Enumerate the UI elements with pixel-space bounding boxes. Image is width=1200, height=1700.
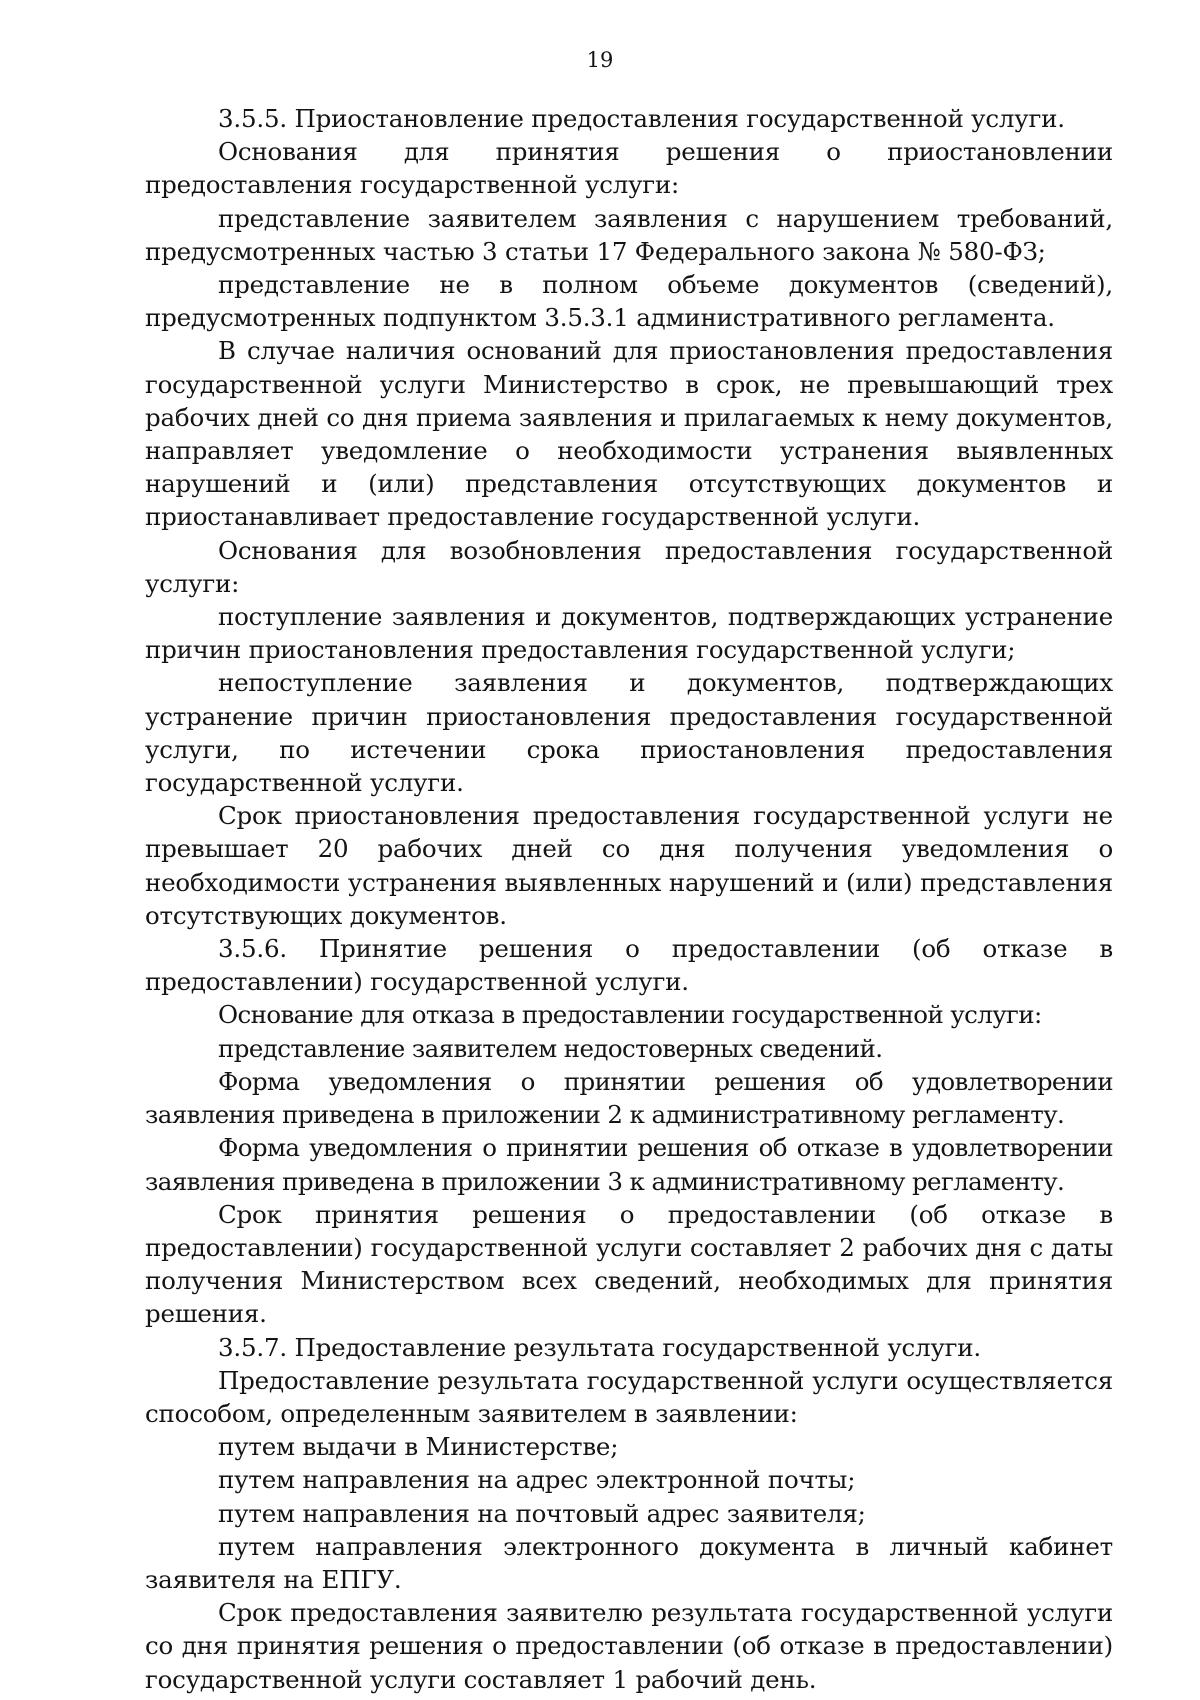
document-body bbox=[145, 102, 1113, 1696]
list-item: путем направления на адрес электронной почты; bbox=[218, 1465, 856, 1495]
paragraph: Срок предоставления заявителю результата государственной услуги со дня принятия решения о предоставлении (об отказе в предоставлении) государственной услуги составляет 1 рабочий день. bbox=[145, 1598, 1113, 1694]
paragraph: Срок приостановления предоставления государственной услуги не превышает 20 рабочих дней со дня получения уведомления о необходимости устранения выявленных нарушений и (или) представления отсутствующих документов. bbox=[145, 801, 1113, 930]
paragraph: Срок принятия решения о предоставлении (об отказе в предоставлении) государственной услуги составляет 2 рабочих дня с даты получения Министерством всех сведений, необходимых для принятия решения. bbox=[145, 1199, 1113, 1329]
list-item: путем направления на почтовый адрес заявителя; bbox=[218, 1498, 866, 1528]
section-heading-3-5-7: 3.5.7. Предоставление результата государственной услуги. bbox=[218, 1332, 982, 1362]
paragraph: Форма уведомления о принятии решения об удовлетворении заявления приведена в приложении 2 к административному регламенту. bbox=[145, 1066, 1113, 1130]
paragraph: Основания для принятия решения о приостановлении предоставления государственной услуги: bbox=[145, 137, 1113, 200]
paragraph: В случае наличия оснований для приостановления предоставления государственной услуги Министерство в срок, не превышающий трех рабочих дней со дня приема заявления и прилагаемых к нему документов, направляет уведомление о необходимости устранения выявленных нарушений и (или) представления отсутствующих документов и приостанавливает предоставление государственной услуги. bbox=[145, 336, 1113, 532]
paragraph: Форма уведомления о принятии решения об отказе в удовлетворении заявления приведена в приложении 3 к административному регламенту. bbox=[145, 1133, 1113, 1196]
section-heading-3-5-6: 3.5.6. Принятие решения о предоставлении (об отказе в предоставлении) государственной услуги. bbox=[145, 934, 1113, 997]
paragraph: представление заявителем недостоверных сведений. bbox=[218, 1033, 883, 1063]
list-item: путем выдачи в Министерстве; bbox=[218, 1432, 619, 1462]
paragraph: представление заявителем заявления с нарушением требований, предусмотренных частью 3 статьи 17 Федерального закона № 580-ФЗ; bbox=[145, 203, 1113, 266]
paragraph: представление не в полном объеме документов (сведений), предусмотренных подпунктом 3.5.3.1 административного регламента. bbox=[145, 270, 1113, 333]
page-number: 19 bbox=[586, 48, 614, 72]
paragraph: Предоставление результата государственной услуги осуществляется способом, определенным заявителем в заявлении: bbox=[145, 1365, 1113, 1428]
paragraph: Основание для отказа в предоставлении государственной услуги: bbox=[218, 1000, 1042, 1030]
paragraph: Основания для возобновления предоставления государственной услуги: bbox=[145, 535, 1113, 598]
paragraph: поступление заявления и документов, подтверждающих устранение причин приостановления предоставления государственной услуги; bbox=[145, 602, 1113, 665]
list-item: путем направления электронного документа в личный кабинет заявителя на ЕПГУ. bbox=[145, 1531, 1113, 1594]
paragraph: непоступление заявления и документов, подтверждающих устранение причин приостановления предоставления государственной услуги, по истечении срока приостановления предоставления государственной услуги. bbox=[145, 668, 1113, 798]
section-heading-3-5-5: 3.5.5. Приостановление предоставления государственной услуги. bbox=[218, 104, 1065, 133]
